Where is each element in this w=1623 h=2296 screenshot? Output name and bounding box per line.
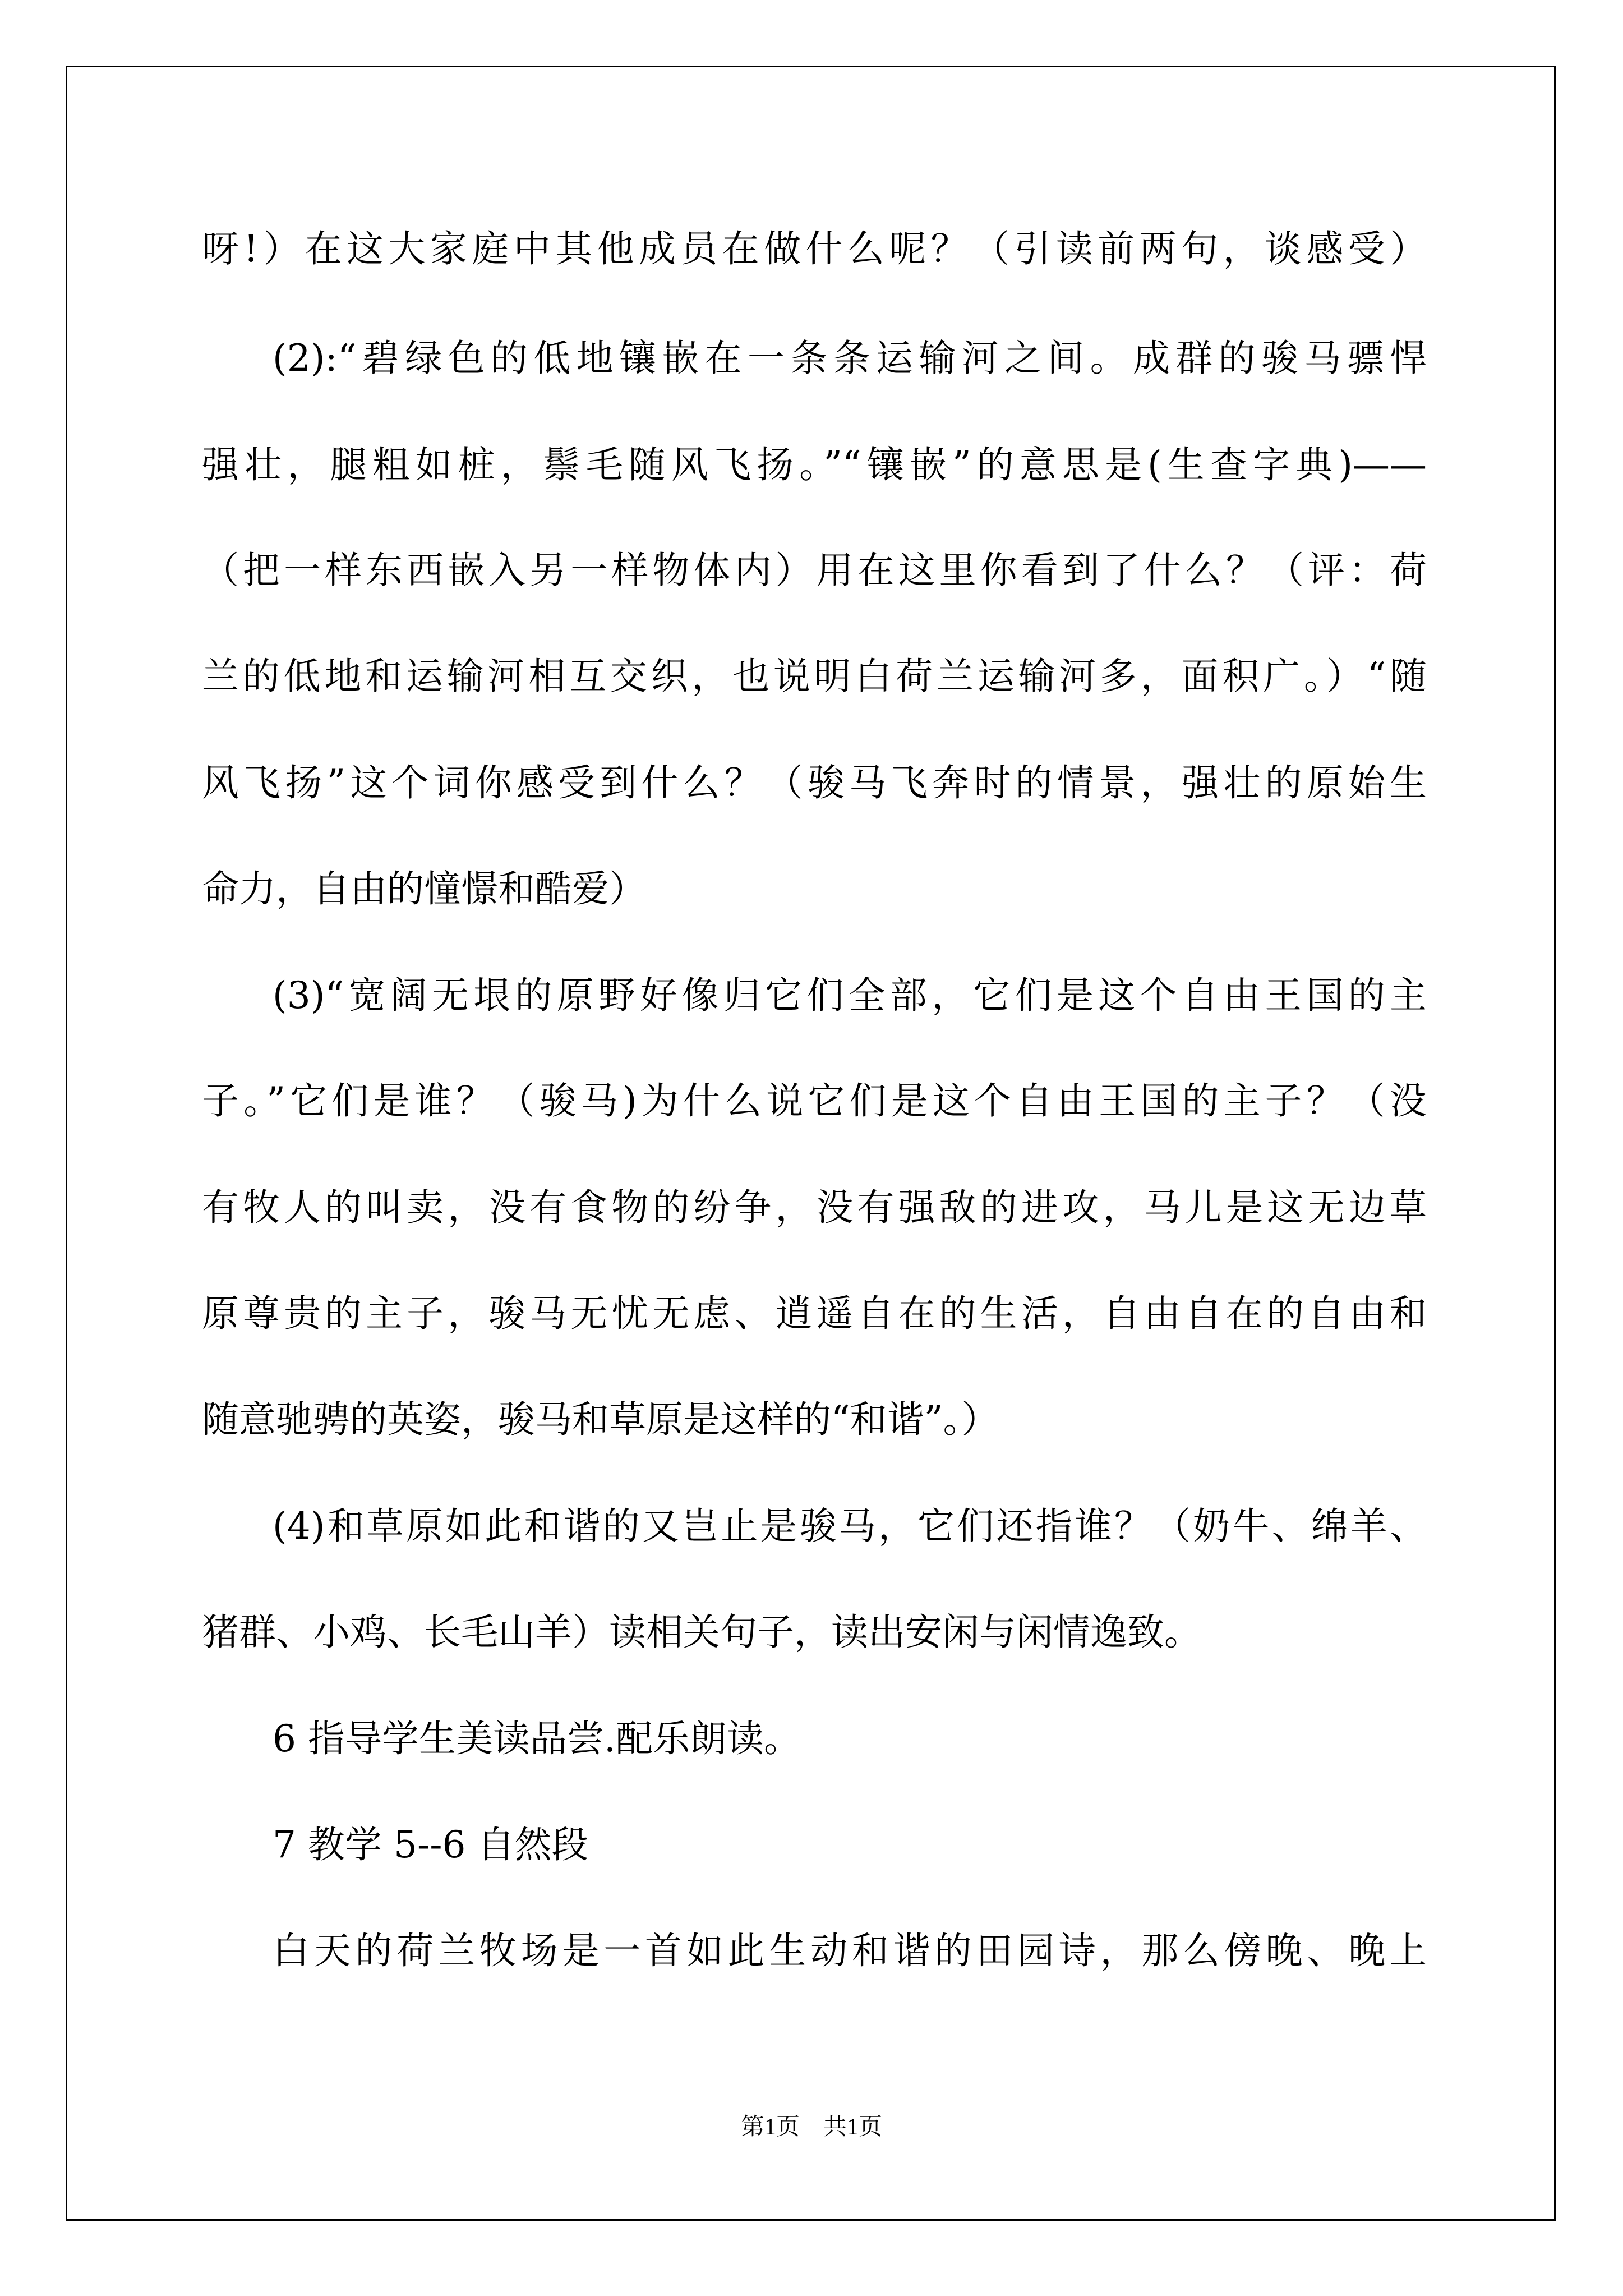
text-line-17: 白天的荷兰牧场是一首如此生动和谐的田园诗，那么傍晚、晚上 xyxy=(273,1929,1427,1972)
text-line-5: 兰的低地和运输河相互交织，也说明白荷兰运输河多，面积广。）“随 xyxy=(202,655,1427,698)
text-line-3: 强壮，腿粗如桩，鬃毛随风飞扬。”“镶嵌”的意思是(生查字典)—— xyxy=(202,443,1427,486)
text-line-4: （把一样东西嵌入另一样物体内）用在这里你看到了什么？（评：荷 xyxy=(202,549,1427,592)
text-line-2: (2):“碧绿色的低地镶嵌在一条条运输河之间。成群的骏马骠悍 xyxy=(273,337,1427,380)
text-line-1: 呀!）在这大家庭中其他成员在做什么呢？（引读前两句，谈感受） xyxy=(202,227,1427,270)
text-line-10: 有牧人的叫卖，没有食物的纷争，没有强敌的进攻，马儿是这无边草 xyxy=(202,1186,1427,1229)
text-line-12: 随意驰骋的英姿，骏马和草原是这样的“和谐”。） xyxy=(202,1398,999,1441)
text-line-13: (4)和草原如此和谐的又岂止是骏马，它们还指谁？（奶牛、绵羊、 xyxy=(273,1504,1427,1548)
text-line-15: 6 指导学生美读品尝.配乐朗读。 xyxy=(273,1717,801,1760)
text-line-16: 7 教学 5--6 自然段 xyxy=(273,1823,589,1866)
text-line-11: 原尊贵的主子，骏马无忧无虑、逍遥自在的生活，自由自在的自由和 xyxy=(202,1292,1427,1335)
page-footer: 第1页 共1页 xyxy=(740,2114,882,2140)
text-line-9: 子。”它们是谁？（骏马)为什么说它们是这个自由王国的主子？（没 xyxy=(202,1079,1427,1122)
text-line-6: 风飞扬”这个词你感受到什么？（骏马飞奔时的情景，强壮的原始生 xyxy=(202,761,1427,804)
page-border xyxy=(66,66,1556,2221)
text-line-7: 命力，自由的憧憬和酷爱） xyxy=(202,867,646,910)
text-line-14: 猪群、小鸡、长毛山羊）读相关句子，读出安闲与闲情逸致。 xyxy=(202,1611,1201,1654)
text-line-8: (3)“宽阔无垠的原野好像归它们全部，它们是这个自由王国的主 xyxy=(273,974,1427,1017)
